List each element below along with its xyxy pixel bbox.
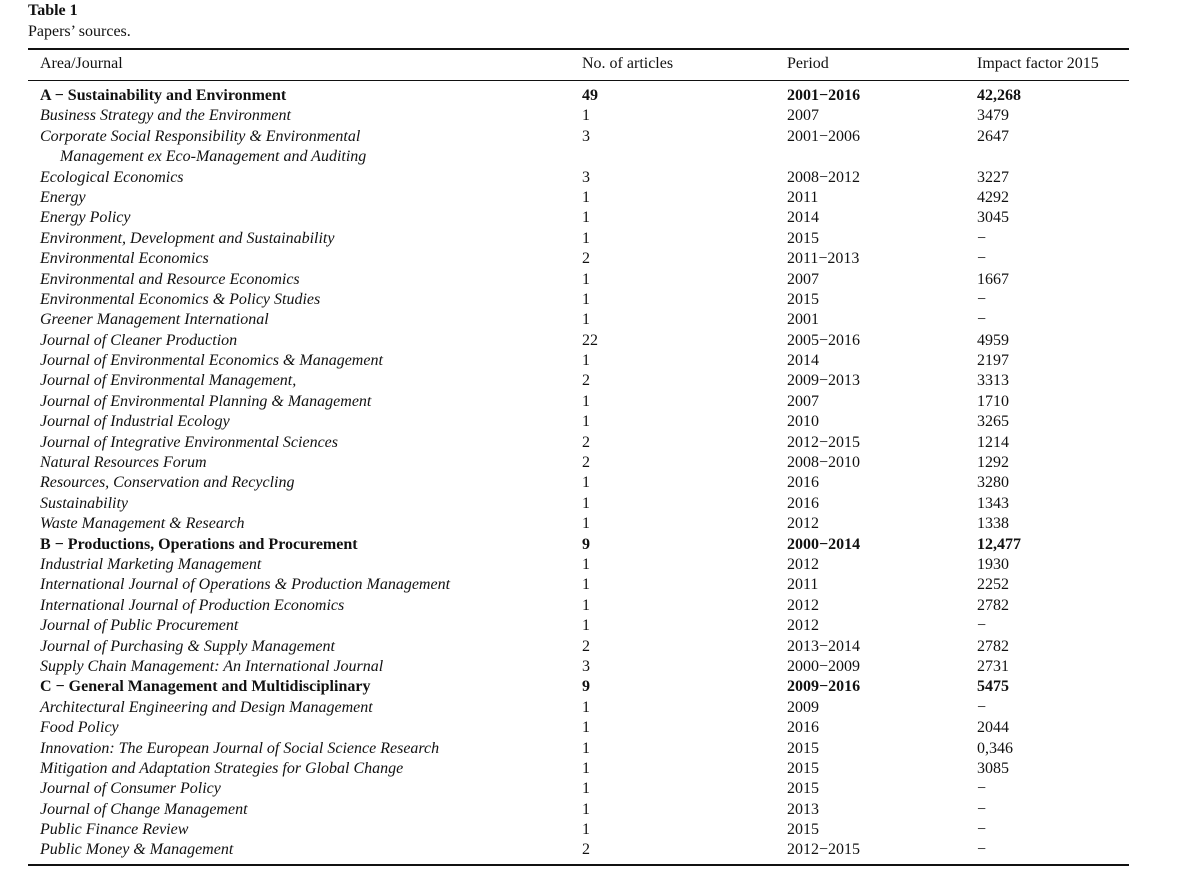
table-row (0, 412, 1200, 432)
table-row (0, 820, 1200, 840)
table-row (0, 800, 1200, 820)
impact-factor: 2044 (977, 719, 1009, 737)
period: 2011−2013 (787, 250, 860, 268)
table-row (0, 514, 1200, 534)
article-count: 1 (582, 209, 590, 227)
table-section-row (0, 677, 1200, 697)
impact-factor: − (977, 821, 987, 839)
table-row (0, 657, 1200, 677)
impact-factor: − (977, 841, 987, 859)
table-row (0, 698, 1200, 718)
journal-name: Journal of Environmental Management, (40, 372, 297, 390)
journal-name: Supply Chain Management: An International Journal (40, 657, 384, 675)
period: 2015 (787, 780, 819, 798)
journal-name: Resources, Conservation and Recycling (40, 474, 295, 492)
header-area-journal: Area/Journal (40, 55, 123, 72)
period: 2008−2012 (787, 168, 861, 186)
article-count: 1 (582, 311, 590, 329)
impact-factor: − (977, 780, 987, 798)
table-row (0, 208, 1200, 228)
journal-name: International Journal of Operations & Production Management (40, 576, 451, 594)
period: 2016 (787, 474, 819, 492)
period: 2009−2016 (787, 678, 861, 696)
table-row (0, 840, 1200, 860)
table-header-row (0, 54, 1200, 76)
journal-name: Public Money & Management (40, 841, 234, 859)
journal-name: Journal of Purchasing & Supply Management (40, 637, 335, 655)
article-count: 3 (582, 657, 590, 675)
table-row (0, 739, 1200, 759)
period: 2011 (787, 188, 819, 206)
period: 2014 (787, 209, 819, 227)
table-row (0, 270, 1200, 290)
article-count: 9 (582, 535, 590, 553)
impact-factor: 1343 (977, 494, 1009, 512)
article-count: 1 (582, 494, 590, 512)
journal-name: Environmental Economics & Policy Studies (40, 290, 321, 308)
article-count: 3 (582, 127, 590, 145)
table-row (0, 106, 1200, 126)
journal-name: Energy (40, 188, 86, 206)
journal-name: Journal of Environmental Planning & Management (40, 392, 372, 410)
impact-factor: 42,268 (977, 87, 1021, 104)
period: 2015 (787, 821, 819, 839)
journal-name: Waste Management & Research (40, 515, 245, 533)
impact-factor: 3085 (977, 759, 1009, 777)
journal-name: International Journal of Production Economics (40, 596, 345, 614)
header-period: Period (787, 55, 829, 72)
journal-name: Architectural Engineering and Design Management (40, 698, 373, 716)
period: 2015 (787, 739, 819, 757)
table-section-row (0, 86, 1200, 106)
journal-name: Industrial Marketing Management (40, 556, 262, 573)
table-row (0, 310, 1200, 330)
journal-name-line: Corporate Social Responsibility & Environmental (40, 127, 361, 145)
period: 2016 (787, 719, 819, 737)
table-row (0, 637, 1200, 657)
impact-factor: 3045 (977, 209, 1009, 227)
period: 2012−2015 (787, 841, 861, 859)
period: 2012−2015 (787, 433, 861, 451)
journal-name (40, 127, 560, 167)
period: 2012 (787, 596, 819, 614)
period: 2013−2014 (787, 637, 861, 655)
journal-name: Journal of Public Procurement (40, 617, 239, 635)
table-row (0, 596, 1200, 616)
table-row (0, 473, 1200, 493)
impact-factor: 3227 (977, 168, 1009, 186)
impact-factor: 4959 (977, 331, 1009, 349)
impact-factor: 1710 (977, 392, 1009, 410)
table-row (0, 555, 1200, 575)
journal-name: Journal of Change Management (40, 800, 248, 818)
period: 2007 (787, 392, 819, 410)
table-row (0, 127, 1200, 168)
table-row (0, 718, 1200, 738)
table-caption: Papers’ sources. (28, 23, 131, 40)
period: 2001−2006 (787, 127, 861, 145)
article-count: 9 (582, 678, 590, 696)
article-count: 1 (582, 617, 590, 635)
period: 2000−2014 (787, 535, 861, 553)
period: 2007 (787, 270, 819, 288)
table-row (0, 759, 1200, 779)
journal-name: Greener Management International (40, 311, 269, 329)
impact-factor: 2731 (977, 657, 1009, 675)
table-row (0, 290, 1200, 310)
article-count: 1 (582, 698, 590, 716)
article-count: 1 (582, 515, 590, 533)
impact-factor: − (977, 311, 987, 329)
period: 2001 (787, 311, 819, 329)
article-count: 1 (582, 290, 590, 308)
impact-factor: 1292 (977, 454, 1009, 472)
journal-name: Environmental and Resource Economics (40, 270, 300, 288)
table-bottom-rule (28, 864, 1129, 866)
article-count: 1 (582, 107, 590, 125)
journal-name: Journal of Integrative Environmental Sciences (40, 433, 338, 451)
article-count: 1 (582, 474, 590, 492)
period: 2008−2010 (787, 454, 861, 472)
period: 2010 (787, 413, 819, 431)
journal-name: Food Policy (40, 719, 119, 737)
journal-name: Ecological Economics (40, 168, 184, 186)
impact-factor: 5475 (977, 678, 1009, 696)
journal-name: Mitigation and Adaptation Strategies for Global Change (40, 759, 404, 777)
period: 2016 (787, 494, 819, 512)
section-name: A − Sustainability and Environment (40, 87, 287, 104)
impact-factor: 1930 (977, 556, 1009, 573)
table-top-rule (28, 48, 1129, 50)
table-body (0, 86, 1200, 861)
impact-factor: 1338 (977, 515, 1009, 533)
table-row (0, 168, 1200, 188)
table-row (0, 331, 1200, 351)
article-count: 3 (582, 168, 590, 186)
period: 2000−2009 (787, 657, 861, 675)
article-count: 2 (582, 841, 590, 859)
journal-name: Sustainability (40, 494, 128, 512)
table-row (0, 453, 1200, 473)
impact-factor: 2647 (977, 127, 1009, 145)
table-row (0, 229, 1200, 249)
impact-factor: 1214 (977, 433, 1009, 451)
impact-factor: 3265 (977, 413, 1009, 431)
period: 2011 (787, 576, 819, 594)
period: 2014 (787, 352, 819, 370)
table-row (0, 392, 1200, 412)
impact-factor: − (977, 617, 987, 635)
journal-name-line: Management ex Eco-Management and Auditing (60, 147, 367, 165)
impact-factor: − (977, 800, 987, 818)
table-row (0, 575, 1200, 595)
impact-factor: 2252 (977, 576, 1009, 594)
article-count: 2 (582, 250, 590, 268)
article-count: 1 (582, 413, 590, 431)
period: 2005−2016 (787, 331, 861, 349)
table-header-rule (28, 80, 1129, 81)
table-row (0, 351, 1200, 371)
article-count: 1 (582, 759, 590, 777)
impact-factor: 2782 (977, 637, 1009, 655)
impact-factor: − (977, 250, 987, 268)
article-count: 1 (582, 229, 590, 247)
table-row (0, 494, 1200, 514)
impact-factor: 2197 (977, 352, 1009, 370)
header-impact-factor: Impact factor 2015 (977, 55, 1099, 72)
article-count: 1 (582, 780, 590, 798)
article-count: 1 (582, 392, 590, 410)
journal-name: Journal of Consumer Policy (40, 780, 221, 798)
table-row (0, 616, 1200, 636)
journal-name: Energy Policy (40, 209, 131, 227)
section-name: C − General Management and Multidisciplinary (40, 678, 371, 696)
article-count: 2 (582, 454, 590, 472)
period: 2012 (787, 556, 819, 573)
period: 2012 (787, 515, 819, 533)
article-count: 22 (582, 331, 598, 349)
section-name: B − Productions, Operations and Procurement (40, 535, 358, 553)
impact-factor: 4292 (977, 188, 1009, 206)
period: 2009 (787, 698, 819, 716)
table-section-row (0, 535, 1200, 555)
journal-name: Journal of Cleaner Production (40, 331, 238, 349)
article-count: 2 (582, 637, 590, 655)
article-count: 1 (582, 270, 590, 288)
article-count: 1 (582, 719, 590, 737)
table-row (0, 371, 1200, 391)
period: 2015 (787, 229, 819, 247)
period: 2013 (787, 800, 819, 818)
impact-factor: 2782 (977, 596, 1009, 614)
article-count: 1 (582, 352, 590, 370)
impact-factor: − (977, 229, 987, 247)
period: 2001−2016 (787, 87, 861, 104)
article-count: 1 (582, 188, 590, 206)
impact-factor: 0,346 (977, 739, 1013, 757)
impact-factor: 1667 (977, 270, 1009, 288)
journal-name: Journal of Environmental Economics & Management (40, 352, 383, 370)
table-row (0, 779, 1200, 799)
period: 2012 (787, 617, 819, 635)
article-count: 1 (582, 596, 590, 614)
impact-factor: 3280 (977, 474, 1009, 492)
journal-name: Innovation: The European Journal of Social Science Research (40, 739, 440, 757)
table-row (0, 188, 1200, 208)
article-count: 1 (582, 576, 590, 594)
period: 2015 (787, 759, 819, 777)
article-count: 2 (582, 433, 590, 451)
journal-name: Business Strategy and the Environment (40, 107, 291, 125)
impact-factor: − (977, 290, 987, 308)
table-row (0, 249, 1200, 269)
table-row (0, 433, 1200, 453)
article-count: 1 (582, 739, 590, 757)
journal-name: Public Finance Review (40, 821, 189, 839)
impact-factor: 3479 (977, 107, 1009, 125)
journal-name: Environmental Economics (40, 250, 209, 268)
table-title: Table 1 (28, 2, 78, 19)
journal-name: Natural Resources Forum (40, 454, 207, 472)
article-count: 1 (582, 821, 590, 839)
impact-factor: − (977, 698, 987, 716)
article-count: 1 (582, 556, 590, 573)
article-count: 49 (582, 87, 598, 104)
header-no-of-articles: No. of articles (582, 55, 674, 72)
period: 2009−2013 (787, 372, 861, 390)
article-count: 2 (582, 372, 590, 390)
article-count: 1 (582, 800, 590, 818)
impact-factor: 12,477 (977, 535, 1021, 553)
period: 2015 (787, 290, 819, 308)
journal-name: Journal of Industrial Ecology (40, 413, 230, 431)
journal-name: Environment, Development and Sustainability (40, 229, 335, 247)
impact-factor: 3313 (977, 372, 1009, 390)
period: 2007 (787, 107, 819, 125)
